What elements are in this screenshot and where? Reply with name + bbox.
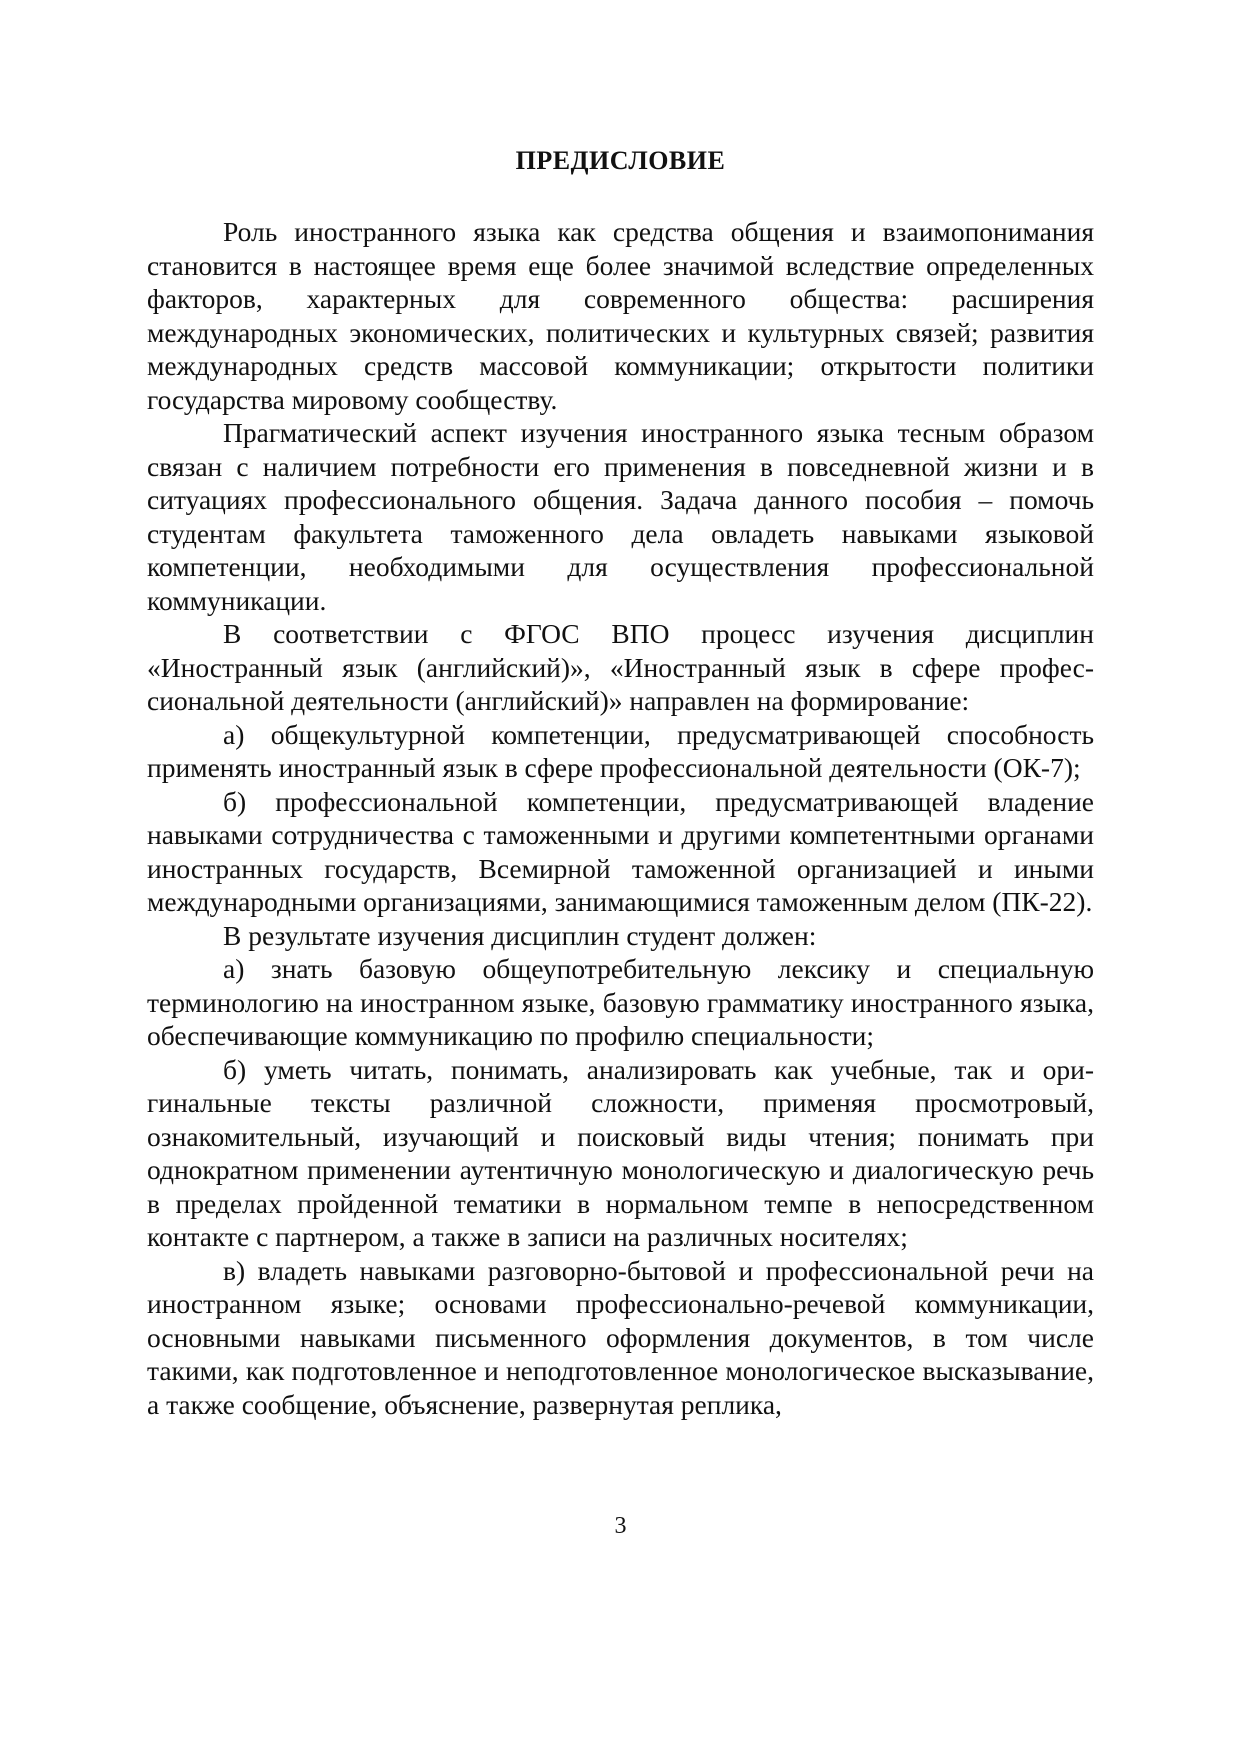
body-text xyxy=(147,215,1094,1421)
paragraph-master: в) владеть навыками разговорно-бытовой и профессиональной речи на иностранном языке; основами профессионально-речевой коммуникации, основными навыками письменного оформления документов, в том числе такими, как подготовленное и неподготовленное монологическое высказывание, а также сообщение, объяснение, развернутая реплика, xyxy=(147,1254,1094,1420)
page-number: 3 xyxy=(614,1513,627,1539)
paragraph-role-of-language: Роль иностранного языка как средства общения и взаимопонимания становится в настоящее время еще более значимой вследствие определенных факторов, характерных для современного общества: расширения международных экономических, политических и культурных связей; развития международных средств массовой коммуникации; открытости политики государства мировому сообществу. xyxy=(147,216,1094,415)
paragraph-competence-b: б) профессиональной компетенции, предусматривающей владение навыками сотрудничества с таможенными и другими компетентными органами иностранных государств, Всемирной таможенной организацией и иными международными организациями, занимающимися таможенным делом (ПК-22). xyxy=(147,785,1094,917)
paragraph-competence-a: а) общекультурной компетенции, предусматривающей способность применять иностранный язык в сфере профессиональной деятельности (ОК-7); xyxy=(147,718,1094,783)
paragraph-be-able: б) уметь читать, понимать, анализировать как учебные, так и оригинальные тексты различной сложности, применяя просмотровый, ознакомительный, изучающий и поисковый виды чтения; понимать при однократном применении аутентичную монологическую и диалогическую речь в пределах пройденной тематики в нормальном темпе в непосредственном контакте с партнером, а также в записи на различных носителях; xyxy=(147,1053,1094,1252)
paragraph-pragmatic-aspect: Прагматический аспект изучения иностранного языка тесным образом связан с наличием потребности его применения в повседневной жизни и в ситуациях профессионального общения. Задача данного пособия – помочь студентам факультета таможенного дела овладеть навыками языковой компетенции, необходимыми для осуществления профессиональной коммуникации. xyxy=(147,417,1094,616)
paragraph-fgos: В соответствии с ФГОС ВПО процесс изучения дисциплин «Иностранный язык (английский)», «Иностранный язык в сфере профессиональной деятельности (английский)» направлен на формирование: xyxy=(147,618,1094,716)
page-title: ПРЕДИСЛОВИЕ xyxy=(515,146,726,175)
paragraph-know: а) знать базовую общеупотребительную лексику и специальную терминологию на иностранном языке, базовую грамматику иностранного языка, обеспечивающие коммуникацию по профилю специальности; xyxy=(147,953,1094,1051)
paragraph-student-should: В результате изучения дисциплин студент должен: xyxy=(223,919,817,951)
